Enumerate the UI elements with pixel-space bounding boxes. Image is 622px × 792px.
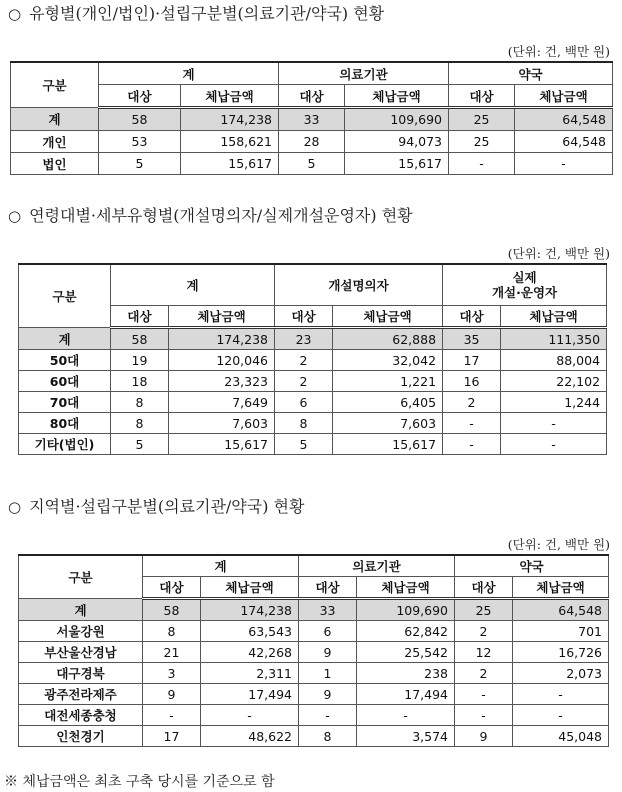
- cell: 17,494: [357, 684, 455, 705]
- header-count: 대상: [299, 577, 357, 599]
- header-count: 대상: [275, 306, 333, 328]
- cell: 1,244: [501, 392, 607, 413]
- cell: 64,548: [513, 599, 609, 621]
- header-count: 대상: [455, 577, 513, 599]
- cell: 5: [111, 434, 169, 455]
- row-label: 대전세종충청: [19, 705, 143, 726]
- cell: 2: [275, 350, 333, 371]
- footnote: ※ 체납금액은 최초 구축 당시를 기준으로 함: [4, 774, 275, 790]
- header-group-actual-operator: 실제 개설·운영자: [443, 264, 607, 306]
- table-region-establishment: [18, 554, 609, 747]
- circle-bullet-icon: ○: [8, 498, 22, 516]
- cell: 174,238: [181, 108, 279, 131]
- cell: 17,494: [201, 684, 299, 705]
- header-group-total: 계: [143, 555, 299, 577]
- header-group-medical: 의료기관: [279, 62, 449, 85]
- cell: 15,617: [169, 434, 275, 455]
- cell: 88,004: [501, 350, 607, 371]
- cell: 23,323: [169, 371, 275, 392]
- cell: 15,617: [181, 153, 279, 175]
- table-row: [19, 350, 607, 371]
- cell: 6: [275, 392, 333, 413]
- header-group-pharmacy: 약국: [449, 62, 613, 85]
- header-amount: 체납금액: [169, 306, 275, 328]
- header-count: 대상: [443, 306, 501, 328]
- cell: 7,649: [169, 392, 275, 413]
- cell: -: [443, 413, 501, 434]
- header-group-medical: 의료기관: [299, 555, 455, 577]
- cell: 94,073: [345, 131, 449, 153]
- cell: 22,102: [501, 371, 607, 392]
- row-label: 계: [11, 108, 99, 131]
- table-row: [11, 153, 613, 175]
- section3-unit: (단위: 건, 백만 원): [507, 537, 610, 552]
- cell: 3: [143, 663, 201, 684]
- cell: 12: [455, 642, 513, 663]
- cell: 111,350: [501, 328, 607, 350]
- header-amount: 체납금액: [201, 577, 299, 599]
- row-label: 서울강원: [19, 621, 143, 642]
- cell: 25: [449, 131, 515, 153]
- cell: 35: [443, 328, 501, 350]
- header-amount: 체납금액: [357, 577, 455, 599]
- header-amount: 체납금액: [181, 85, 279, 108]
- row-label: 50대: [19, 350, 111, 371]
- row-label: 대구경북: [19, 663, 143, 684]
- row-label: 80대: [19, 413, 111, 434]
- cell: 5: [279, 153, 345, 175]
- cell: 2: [275, 371, 333, 392]
- cell: 174,238: [169, 328, 275, 350]
- header-count: 대상: [279, 85, 345, 108]
- cell: 18: [111, 371, 169, 392]
- cell: 42,268: [201, 642, 299, 663]
- header-amount: 체납금액: [501, 306, 607, 328]
- cell: 9: [143, 684, 201, 705]
- header-category: 구분: [11, 62, 99, 108]
- table-type-establishment: [10, 61, 613, 175]
- circle-bullet-icon: ○: [8, 5, 22, 23]
- cell: -: [455, 684, 513, 705]
- cell: 8: [111, 413, 169, 434]
- cell: 16,726: [513, 642, 609, 663]
- row-label: 인천경기: [19, 726, 143, 747]
- section1-unit: (단위: 건, 백만 원): [507, 44, 610, 59]
- cell: 32,042: [333, 350, 443, 371]
- cell: 109,690: [357, 599, 455, 621]
- cell: 6: [299, 621, 357, 642]
- section2-title: ○ 연령대별·세부유형별(개설명의자/실제개설운영자) 현황: [8, 206, 413, 225]
- cell: 1,221: [333, 371, 443, 392]
- table-row: [19, 705, 609, 726]
- cell: 19: [111, 350, 169, 371]
- cell: 2: [455, 621, 513, 642]
- table-row: [11, 108, 613, 131]
- header-group-total: 계: [111, 264, 275, 306]
- table-row: [19, 413, 607, 434]
- table-row: [19, 726, 609, 747]
- row-label: 법인: [11, 153, 99, 175]
- cell: 2: [443, 392, 501, 413]
- cell: 2,311: [201, 663, 299, 684]
- cell: 701: [513, 621, 609, 642]
- row-label: 부산울산경남: [19, 642, 143, 663]
- cell: 8: [299, 726, 357, 747]
- header-group-total: 계: [99, 62, 279, 85]
- header-amount: 체납금액: [333, 306, 443, 328]
- cell: -: [299, 705, 357, 726]
- cell: 158,621: [181, 131, 279, 153]
- cell: 28: [279, 131, 345, 153]
- header-count: 대상: [99, 85, 181, 108]
- cell: 48,622: [201, 726, 299, 747]
- cell: 3,574: [357, 726, 455, 747]
- header-category: 구분: [19, 264, 111, 328]
- table-row: [19, 328, 607, 350]
- table-row: [19, 684, 609, 705]
- cell: 7,603: [169, 413, 275, 434]
- cell: 8: [143, 621, 201, 642]
- row-label: 70대: [19, 392, 111, 413]
- header-amount: 체납금액: [513, 577, 609, 599]
- row-label: 계: [19, 328, 111, 350]
- cell: 45,048: [513, 726, 609, 747]
- cell: 25,542: [357, 642, 455, 663]
- cell: 17: [443, 350, 501, 371]
- header-count: 대상: [111, 306, 169, 328]
- cell: 25: [455, 599, 513, 621]
- header-amount: 체납금액: [515, 85, 613, 108]
- row-label: 광주전라제주: [19, 684, 143, 705]
- cell: 9: [455, 726, 513, 747]
- cell: 33: [279, 108, 345, 131]
- cell: 174,238: [201, 599, 299, 621]
- cell: 63,543: [201, 621, 299, 642]
- table-row: [19, 392, 607, 413]
- cell: 9: [299, 684, 357, 705]
- table-row: [19, 621, 609, 642]
- row-label: 개인: [11, 131, 99, 153]
- cell: 64,548: [515, 131, 613, 153]
- table-row: [19, 434, 607, 455]
- table-row: [19, 599, 609, 621]
- cell: 1: [299, 663, 357, 684]
- cell: 8: [275, 413, 333, 434]
- header-group-pharmacy: 약국: [455, 555, 609, 577]
- cell: -: [143, 705, 201, 726]
- cell: 5: [275, 434, 333, 455]
- header-count: 대상: [143, 577, 201, 599]
- cell: 23: [275, 328, 333, 350]
- row-label: 계: [19, 599, 143, 621]
- cell: -: [515, 153, 613, 175]
- cell: 64,548: [515, 108, 613, 131]
- table-row: [19, 642, 609, 663]
- cell: 15,617: [345, 153, 449, 175]
- cell: 62,888: [333, 328, 443, 350]
- cell: 238: [357, 663, 455, 684]
- cell: 9: [299, 642, 357, 663]
- cell: 58: [111, 328, 169, 350]
- cell: 109,690: [345, 108, 449, 131]
- cell: -: [201, 705, 299, 726]
- cell: 25: [449, 108, 515, 131]
- cell: 15,617: [333, 434, 443, 455]
- table-row: [19, 371, 607, 392]
- header-group-nominee: 개설명의자: [275, 264, 443, 306]
- header-amount: 체납금액: [345, 85, 449, 108]
- cell: 2: [455, 663, 513, 684]
- cell: -: [513, 705, 609, 726]
- cell: -: [513, 684, 609, 705]
- cell: -: [455, 705, 513, 726]
- section1-title: ○ 유형별(개인/법인)·설립구분별(의료기관/약국) 현황: [8, 4, 385, 23]
- cell: 62,842: [357, 621, 455, 642]
- cell: 2,073: [513, 663, 609, 684]
- cell: 53: [99, 131, 181, 153]
- cell: -: [501, 434, 607, 455]
- cell: 8: [111, 392, 169, 413]
- row-label: 60대: [19, 371, 111, 392]
- section3-title: ○ 지역별·설립구분별(의료기관/약국) 현황: [8, 497, 305, 516]
- cell: 58: [143, 599, 201, 621]
- header-count: 대상: [449, 85, 515, 108]
- cell: 6,405: [333, 392, 443, 413]
- cell: 21: [143, 642, 201, 663]
- header-category: 구분: [19, 555, 143, 599]
- cell: 58: [99, 108, 181, 131]
- cell: 5: [99, 153, 181, 175]
- circle-bullet-icon: ○: [8, 207, 22, 225]
- cell: -: [357, 705, 455, 726]
- cell: -: [501, 413, 607, 434]
- cell: 17: [143, 726, 201, 747]
- cell: 33: [299, 599, 357, 621]
- table-row: [11, 131, 613, 153]
- table-row: [19, 663, 609, 684]
- cell: 120,046: [169, 350, 275, 371]
- section2-unit: (단위: 건, 백만 원): [507, 246, 610, 261]
- cell: 16: [443, 371, 501, 392]
- cell: -: [449, 153, 515, 175]
- cell: -: [443, 434, 501, 455]
- row-label: 기타(법인): [19, 434, 111, 455]
- table-age-subtype: [18, 263, 607, 455]
- cell: 7,603: [333, 413, 443, 434]
